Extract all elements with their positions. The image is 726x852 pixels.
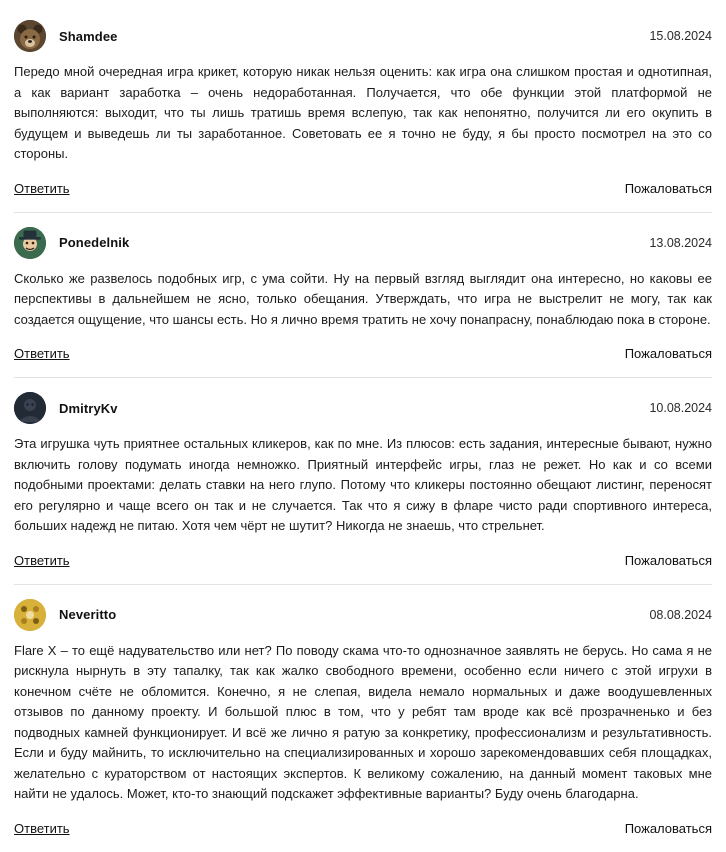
comment-item	[14, 378, 712, 584]
avatar-hat-person-icon[interactable]	[14, 227, 46, 259]
comment-author-block[interactable]	[14, 599, 116, 631]
report-link[interactable]: Пожаловаться	[624, 552, 712, 568]
comment-author-block[interactable]	[14, 20, 118, 52]
comment-actions	[14, 167, 712, 212]
comment-text: Эта игрушка чуть приятнее остальных кликеров, как по мне. Из плюсов: есть задания, интересные бывают, нужно включить голову подумать иногда немножко. Приятный интерфейс игры, глаз не режет. Но как и со всеми подобными проектами: делать ставки на него глупо. Потому что кликеры постоянно обещают листинг, переносят его регулярно и чаще всего он так и не случается. Так что я сижу в фларе чисто ради спортивного интереса, больших надежд не питаю. Хотя чем чёрт не шутит? Никогда не знаешь, что стрельнет.	[14, 436, 712, 533]
comment-author-block[interactable]	[14, 227, 129, 259]
comment-header	[14, 595, 712, 637]
comment-actions	[14, 539, 712, 584]
comment-date: 13.08.2024	[649, 235, 712, 250]
comment-header	[14, 388, 712, 430]
comment-text: Сколько же развелось подобных игр, с ума сойти. Ну на первый взгляд выглядит она интересно, но каковы ее перспективы в дальнейшем не ясно, только обещания. Утверждать, что игра не выстрелит не могу, так как создается ощущение, что шансы есть. Но я лично время тратить не хочу понапрасну, понаблюдаю пока в стороне.	[14, 270, 712, 327]
comment-item	[14, 213, 712, 378]
avatar-bear-icon[interactable]	[14, 20, 46, 52]
comment-actions	[14, 332, 712, 377]
reply-link[interactable]: Ответить	[14, 180, 70, 196]
comment-header	[14, 223, 712, 265]
reply-link[interactable]: Ответить	[14, 346, 70, 361]
comment-item	[14, 585, 712, 852]
comment-date: 08.08.2024	[649, 607, 712, 622]
avatar-pattern-icon[interactable]	[14, 599, 46, 631]
comment-date: 15.08.2024	[649, 29, 712, 43]
comment-actions	[14, 807, 712, 852]
comment-author-name: Neveritto	[59, 607, 117, 622]
comment-author-name: DmitryKv	[59, 400, 118, 416]
comment-author-block[interactable]	[14, 392, 118, 424]
report-link[interactable]: Пожаловаться	[624, 346, 712, 361]
reply-link[interactable]: Ответить	[14, 820, 70, 836]
report-link[interactable]: Пожаловаться	[624, 180, 712, 196]
report-link[interactable]: Пожаловаться	[624, 820, 712, 836]
comment-header	[14, 16, 712, 58]
comment-author-name: Shamdee	[59, 28, 118, 44]
comment-author-name: Ponedelnik	[59, 235, 130, 250]
comment-text: Передо мной очередная игра крикет, которую никак нельзя оценить: как игра она слишком простая и однотипная, а как вариант заработка – очень недоработанная. Получается, что обе функции этой платформой не выполняются: выходит, что ты лишь тратишь время вслепую, так как непонятно, получится ли его окупить в будущем и выведешь ли ты заработанное. Советовать ее я точно не буду, я бы просто посмотрел на это со стороны.	[14, 64, 712, 161]
reply-link[interactable]: Ответить	[14, 552, 70, 568]
comment-item	[14, 6, 712, 212]
comment-text: Flare X – то ещё надувательство или нет? По поводу скама что-то однозначное заявлять не берусь. Но сама я не рискнула нырнуть в эту тапалку, так как жалко свободного времени, особенно если ничего с этой игрухи в конечном счёте не обломится. Конечно, я не слепая, видела немало нормальных и даже воодушевленных отзывов по данному проекту. И большой плюс в том, что у ребят там вроде как всё прозрачненько и без подводных камней функционирует. И всё же лично я ратую за конкретику, профессионализм и результативность. Если и буду майнить, то исключительно на специализированных и хорошо зарекомендовавших себя площадках, желательно с кураторством от настоящих экспертов. К великому сожалению, на данный момент таковых мне найти не удалось. Может, кто-то знающий подскажет эффективные варианты? Буду очень благодарна.	[14, 642, 712, 801]
comment-date: 10.08.2024	[649, 401, 712, 415]
avatar-dark-person-icon[interactable]	[14, 392, 46, 424]
